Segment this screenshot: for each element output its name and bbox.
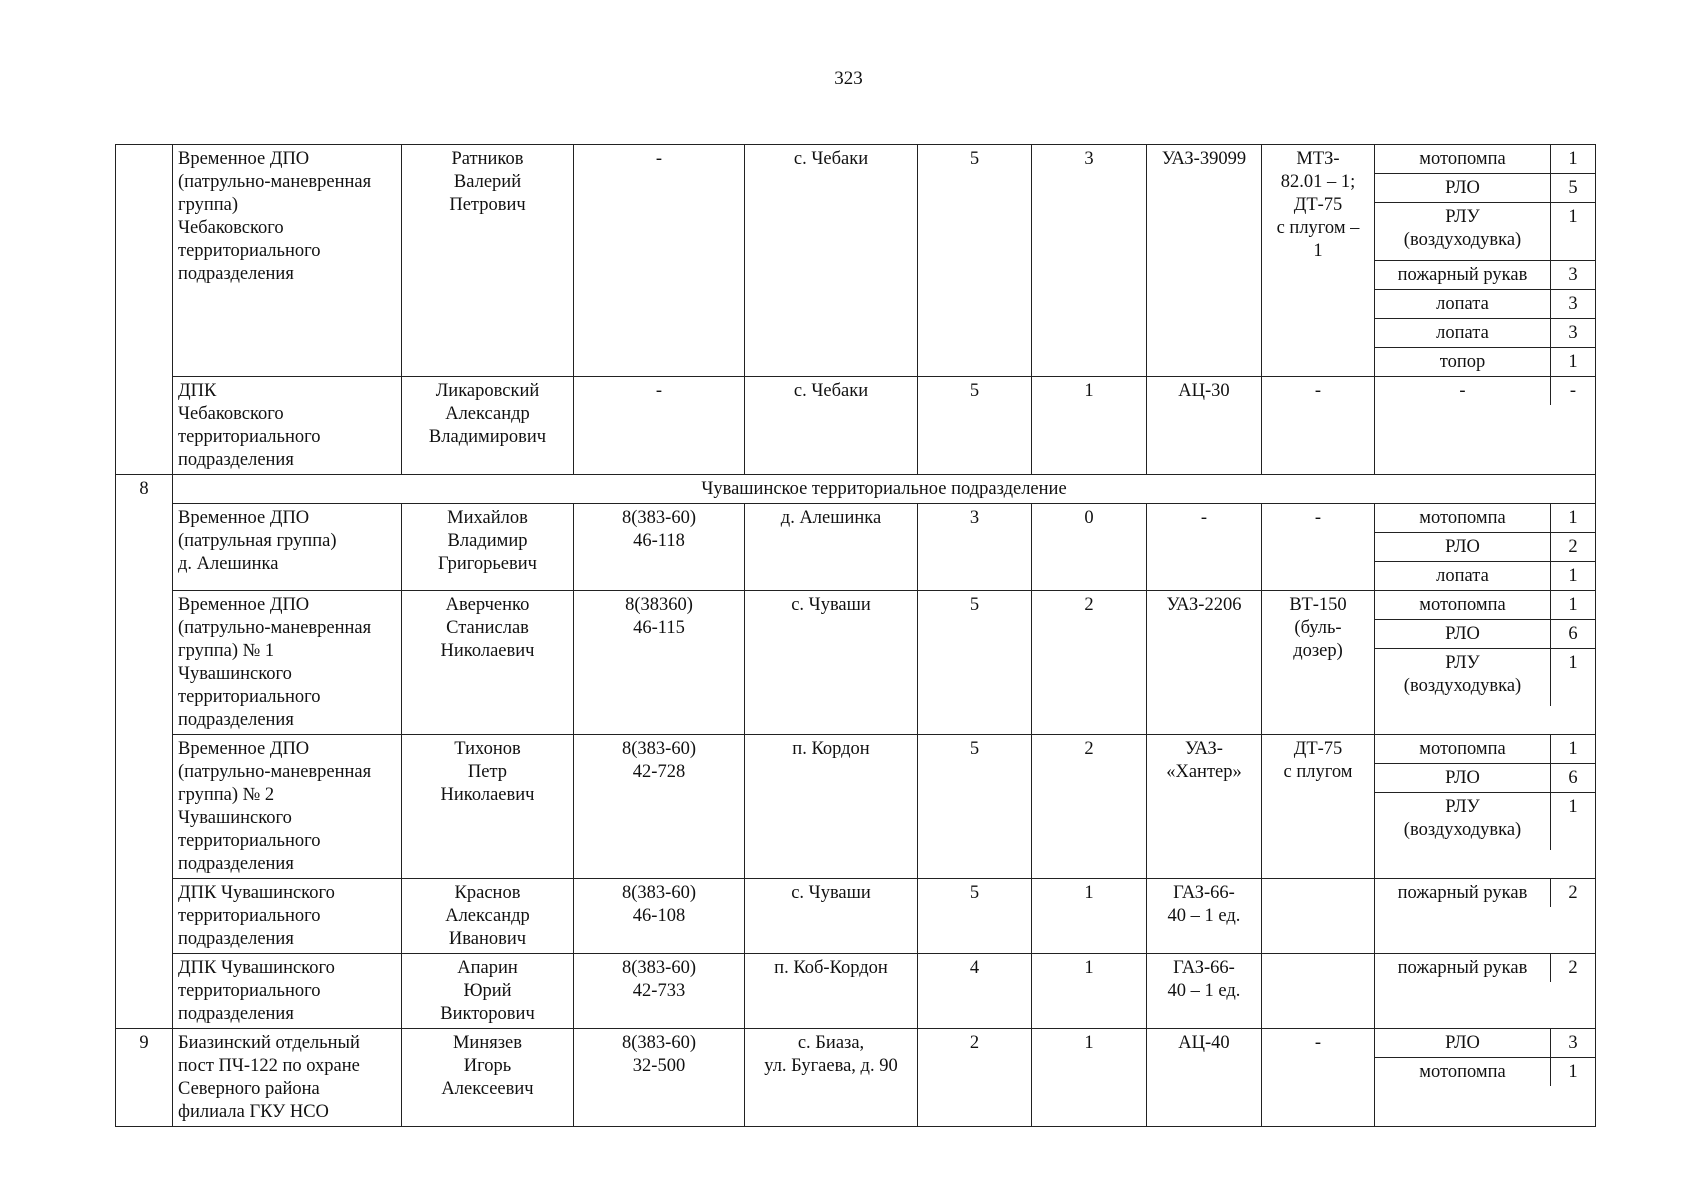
head-name xyxy=(402,591,574,735)
phone-line: 8(38360) xyxy=(625,595,693,615)
unit-line: Чувашинского xyxy=(178,664,292,684)
table-row xyxy=(116,879,1596,954)
head-name xyxy=(402,504,574,591)
head-line: Краснов xyxy=(454,883,521,903)
table-row xyxy=(116,377,1596,475)
machinery-line: дозер) xyxy=(1293,641,1343,661)
phone xyxy=(574,145,745,377)
vehicle-line: 40 – 1 ед. xyxy=(1167,906,1241,926)
unit-line: Биазинский отдельный xyxy=(178,1033,360,1053)
crew-count: 1 xyxy=(1032,954,1147,1029)
crew-count: 2 xyxy=(1032,591,1147,735)
phone-line: 46-115 xyxy=(633,618,685,638)
equipment-name: топор xyxy=(1439,352,1486,372)
equipment-qty: 1 xyxy=(1551,793,1596,851)
unit-line: подразделения xyxy=(178,929,294,949)
unit-name xyxy=(173,735,402,879)
equipment-item xyxy=(1375,174,1595,203)
unit-line: группа) xyxy=(178,195,239,215)
equipment-qty: 3 xyxy=(1551,261,1596,290)
fire-units-table xyxy=(115,144,1596,1127)
vehicle-line: УАЗ- xyxy=(1185,739,1223,759)
crew-count: 3 xyxy=(1032,145,1147,377)
unit-line: подразделения xyxy=(178,854,294,874)
equipment-list xyxy=(1375,1029,1595,1086)
equipment-name: мотопомпа xyxy=(1419,1062,1506,1082)
vehicles xyxy=(1147,591,1262,735)
equipment-item xyxy=(1375,793,1595,851)
equipment-name xyxy=(1375,649,1551,707)
unit-line: (патрульно-маневренная xyxy=(178,618,372,638)
equipment-item xyxy=(1375,348,1595,377)
vehicles xyxy=(1147,735,1262,879)
equipment-name: пожарный рукав xyxy=(1397,883,1528,903)
phone-line: - xyxy=(655,381,663,401)
head-line: Игорь xyxy=(463,1056,512,1076)
equipment-name-line: (воздуходувка) xyxy=(1403,820,1522,840)
location-line: п. Коб-Кордон xyxy=(774,958,888,978)
equipment-item xyxy=(1375,533,1595,562)
equipment-qty: - xyxy=(1551,377,1596,405)
crew-count: 1 xyxy=(1032,377,1147,475)
equipment-cell xyxy=(1375,145,1596,377)
location xyxy=(745,735,918,879)
staff-count: 4 xyxy=(918,954,1032,1029)
unit-line: (патрульная группа) xyxy=(178,531,337,551)
unit-line: ДПК Чувашинского xyxy=(178,958,335,978)
equipment-name: РЛО xyxy=(1375,1029,1551,1058)
equipment-qty: 6 xyxy=(1551,620,1596,649)
row-number: 9 xyxy=(116,1029,173,1127)
equipment-name: лопата xyxy=(1375,319,1551,348)
machinery-line: с плугом – xyxy=(1276,218,1360,238)
machinery xyxy=(1262,377,1375,475)
unit-line: подразделения xyxy=(178,710,294,730)
head-line: Владимирович xyxy=(428,427,547,447)
equipment-name: РЛО xyxy=(1375,764,1551,793)
phone-line: 46-108 xyxy=(632,906,686,926)
head-line: Юрий xyxy=(463,981,512,1001)
head-line: Тихонов xyxy=(454,739,521,759)
equipment-list xyxy=(1375,735,1595,850)
equipment-name: мотопомпа xyxy=(1375,504,1551,533)
head-line: Апарин xyxy=(457,958,518,978)
table-row xyxy=(116,1029,1596,1127)
unit-line: Чувашинского xyxy=(178,808,292,828)
staff-count: 5 xyxy=(918,377,1032,475)
head-name xyxy=(402,735,574,879)
equipment-list xyxy=(1375,504,1595,590)
equipment-cell xyxy=(1375,504,1596,591)
unit-line: подразделения xyxy=(178,450,294,470)
machinery-line: ВТ-150 xyxy=(1289,595,1347,615)
vehicle-line: УАЗ-2206 xyxy=(1166,595,1242,615)
equipment-qty: 3 xyxy=(1551,319,1596,348)
phone xyxy=(574,377,745,475)
page-number: 323 xyxy=(834,68,863,89)
location-line: ул. Бугаева, д. 90 xyxy=(764,1056,898,1076)
head-line: Григорьевич xyxy=(438,554,537,574)
head-line: Алексеевич xyxy=(441,1079,534,1099)
location xyxy=(745,145,918,377)
table-body xyxy=(116,145,1596,1127)
table-row xyxy=(116,591,1596,735)
location-line: с. Чебаки xyxy=(793,149,869,169)
equipment-qty: 1 xyxy=(1551,504,1596,533)
location-line: с. Чуваши xyxy=(791,883,871,903)
unit-line: ДПК Чувашинского xyxy=(178,883,335,903)
head-line: Валерий xyxy=(453,172,522,192)
unit-line: филиала ГКУ НСО xyxy=(178,1102,329,1122)
vehicle-line: АЦ-30 xyxy=(1178,381,1230,401)
head-line: Николаевич xyxy=(440,641,535,661)
unit-line: территориального xyxy=(178,241,321,261)
unit-line: (патрульно-маневренная xyxy=(178,762,372,782)
phone xyxy=(574,1029,745,1127)
table-row xyxy=(116,735,1596,879)
equipment-name: лопата xyxy=(1375,290,1551,319)
equipment-cell xyxy=(1375,879,1596,954)
vehicle-line: 40 – 1 ед. xyxy=(1167,981,1241,1001)
unit-line: Временное ДПО xyxy=(178,508,310,528)
unit-line: Северного района xyxy=(178,1079,320,1099)
head-name xyxy=(402,145,574,377)
vehicles xyxy=(1147,377,1262,475)
equipment-list xyxy=(1375,145,1595,376)
machinery-line: 82.01 – 1; xyxy=(1280,172,1356,192)
equipment-name: РЛО xyxy=(1375,533,1551,562)
equipment-list xyxy=(1375,879,1595,907)
equipment-item xyxy=(1375,620,1595,649)
equipment-item xyxy=(1375,377,1595,405)
head-name xyxy=(402,1029,574,1127)
equipment-qty: 5 xyxy=(1551,174,1596,203)
equipment-cell xyxy=(1375,1029,1596,1127)
head-line: Петрович xyxy=(449,195,526,215)
machinery-line: - xyxy=(1314,1033,1322,1053)
equipment-list xyxy=(1375,591,1595,706)
machinery-line: - xyxy=(1314,381,1322,401)
table-row xyxy=(116,954,1596,1029)
vehicle-line: УАЗ-39099 xyxy=(1161,149,1247,169)
vehicles xyxy=(1147,145,1262,377)
machinery-line: - xyxy=(1314,508,1322,528)
phone-line: 32-500 xyxy=(632,1056,686,1076)
phone-line: 8(383-60) xyxy=(622,1033,696,1053)
unit-line: д. Алешинка xyxy=(178,554,279,574)
location xyxy=(745,377,918,475)
head-line: Александр xyxy=(445,906,530,926)
machinery xyxy=(1262,879,1375,954)
phone xyxy=(574,591,745,735)
head-line: Александр xyxy=(445,404,530,424)
unit-line: территориального xyxy=(178,687,321,707)
unit-name xyxy=(173,377,402,475)
equipment-qty: 1 xyxy=(1551,735,1596,764)
head-line: Аверченко xyxy=(445,595,530,615)
equipment-qty: 1 xyxy=(1551,1058,1596,1087)
staff-count: 5 xyxy=(918,145,1032,377)
vehicles xyxy=(1147,504,1262,591)
unit-line: подразделения xyxy=(178,1004,294,1024)
head-line: Ратников xyxy=(451,149,524,169)
head-line: Петр xyxy=(467,762,508,782)
equipment-name: пожарный рукав xyxy=(1397,958,1528,978)
equipment-name-line: РЛУ xyxy=(1445,653,1480,673)
phone-line: 8(383-60) xyxy=(622,508,696,528)
phone xyxy=(574,504,745,591)
machinery xyxy=(1262,145,1375,377)
phone xyxy=(574,735,745,879)
machinery-line: (буль- xyxy=(1294,618,1342,638)
equipment-item xyxy=(1375,591,1595,620)
location xyxy=(745,504,918,591)
equipment-qty: 1 xyxy=(1551,562,1596,591)
equipment-name: мотопомпа xyxy=(1375,591,1551,620)
phone-line: 42-728 xyxy=(632,762,686,782)
equipment-qty: 1 xyxy=(1551,348,1596,377)
phone-line: - xyxy=(655,149,663,169)
phone-line: 46-118 xyxy=(633,531,685,551)
vehicle-line: ГАЗ-66- xyxy=(1173,883,1235,903)
equipment-item xyxy=(1375,203,1595,261)
equipment-qty: 2 xyxy=(1551,879,1596,907)
equipment-name: - xyxy=(1459,381,1466,401)
unit-line: Временное ДПО xyxy=(178,149,310,169)
machinery xyxy=(1262,1029,1375,1127)
machinery xyxy=(1262,735,1375,879)
equipment-name: мотопомпа xyxy=(1375,735,1551,764)
crew-count: 2 xyxy=(1032,735,1147,879)
staff-count: 3 xyxy=(918,504,1032,591)
head-line: Ликаровский xyxy=(435,381,540,401)
equipment-cell xyxy=(1375,735,1596,879)
row-number: 8 xyxy=(116,475,173,1029)
equipment-cell xyxy=(1375,591,1596,735)
equipment-item xyxy=(1375,954,1595,982)
unit-name xyxy=(173,954,402,1029)
head-line: Станислав xyxy=(446,618,529,638)
equipment-item xyxy=(1375,562,1595,591)
equipment-name-line: РЛУ xyxy=(1445,207,1480,227)
staff-count: 5 xyxy=(918,591,1032,735)
equipment-qty: 3 xyxy=(1551,1029,1596,1058)
vehicle-line: АЦ-40 xyxy=(1178,1033,1230,1053)
unit-name xyxy=(173,504,402,591)
crew-count: 0 xyxy=(1032,504,1147,591)
table-row xyxy=(116,504,1596,591)
equipment-name: пожарный рукав xyxy=(1375,261,1551,290)
equipment-item xyxy=(1375,879,1595,907)
unit-name xyxy=(173,145,402,377)
unit-line: территориального xyxy=(178,427,321,447)
unit-line: Чебаковского xyxy=(178,404,284,424)
vehicles xyxy=(1147,1029,1262,1127)
machinery xyxy=(1262,504,1375,591)
unit-line: территориального xyxy=(178,906,321,926)
unit-name xyxy=(173,591,402,735)
phone-line: 8(383-60) xyxy=(622,739,696,759)
equipment-qty: 1 xyxy=(1551,145,1596,174)
phone xyxy=(574,879,745,954)
staff-count: 5 xyxy=(918,879,1032,954)
vehicles xyxy=(1147,954,1262,1029)
equipment-name: лопата xyxy=(1436,566,1489,586)
crew-count: 1 xyxy=(1032,879,1147,954)
equipment-name xyxy=(1375,793,1551,851)
equipment-item xyxy=(1375,290,1595,319)
machinery-line: ДТ-75 xyxy=(1293,195,1343,215)
location-line: с. Биаза, xyxy=(797,1033,865,1053)
location-line: с. Чебаки xyxy=(793,381,869,401)
equipment-qty: 3 xyxy=(1551,290,1596,319)
equipment-item xyxy=(1375,504,1595,533)
vehicle-line: ГАЗ-66- xyxy=(1173,958,1235,978)
unit-line: Временное ДПО xyxy=(178,739,310,759)
unit-name xyxy=(173,1029,402,1127)
section-row xyxy=(116,475,1596,504)
crew-count: 1 xyxy=(1032,1029,1147,1127)
unit-line: Временное ДПО xyxy=(178,595,310,615)
unit-name xyxy=(173,879,402,954)
equipment-qty: 1 xyxy=(1551,591,1596,620)
location xyxy=(745,591,918,735)
equipment-qty: 2 xyxy=(1551,954,1596,982)
location-line: д. Алешинка xyxy=(780,508,882,528)
head-name xyxy=(402,879,574,954)
equipment-cell xyxy=(1375,954,1596,1029)
head-name xyxy=(402,377,574,475)
phone-line: 42-733 xyxy=(632,981,686,1001)
equipment-list xyxy=(1375,954,1595,982)
unit-line: (патрульно-маневренная xyxy=(178,172,372,192)
equipment-item xyxy=(1375,1029,1595,1058)
equipment-item xyxy=(1375,649,1595,707)
unit-line: группа) № 1 xyxy=(178,641,275,661)
machinery-line: МТЗ- xyxy=(1296,149,1340,169)
machinery xyxy=(1262,954,1375,1029)
unit-line: пост ПЧ-122 по охране xyxy=(178,1056,360,1076)
equipment-qty: 6 xyxy=(1551,764,1596,793)
head-name xyxy=(402,954,574,1029)
unit-line: территориального xyxy=(178,981,321,1001)
equipment-qty: 2 xyxy=(1551,533,1596,562)
unit-line: подразделения xyxy=(178,264,294,284)
machinery-line: 1 xyxy=(1313,241,1323,261)
phone xyxy=(574,954,745,1029)
location xyxy=(745,954,918,1029)
unit-line: группа) № 2 xyxy=(178,785,275,805)
location xyxy=(745,879,918,954)
section-title: Чувашинское территориальное подразделение xyxy=(173,475,1596,504)
equipment-name-line: РЛУ xyxy=(1445,797,1480,817)
head-line: Викторович xyxy=(440,1004,535,1024)
head-line: Минязев xyxy=(452,1033,522,1053)
vehicle-line: - xyxy=(1200,508,1208,528)
equipment-item xyxy=(1375,764,1595,793)
unit-line: Чебаковского xyxy=(178,218,284,238)
equipment-name xyxy=(1375,203,1551,261)
equipment-name: мотопомпа xyxy=(1375,145,1551,174)
head-line: Михайлов xyxy=(447,508,528,528)
equipment-name: РЛО xyxy=(1375,174,1551,203)
equipment-item xyxy=(1375,1058,1595,1087)
location-line: п. Кордон xyxy=(792,739,870,759)
head-line: Владимир xyxy=(447,531,528,551)
equipment-item xyxy=(1375,319,1595,348)
head-line: Николаевич xyxy=(440,785,535,805)
machinery-line: ДТ-75 xyxy=(1293,739,1343,759)
equipment-list xyxy=(1375,377,1595,405)
machinery-line: с плугом xyxy=(1283,762,1353,782)
vehicle-line: «Хантер» xyxy=(1166,762,1242,782)
equipment-name-line: (воздуходувка) xyxy=(1403,230,1522,250)
equipment-name-line: (воздуходувка) xyxy=(1403,676,1522,696)
phone-line: 8(383-60) xyxy=(622,958,696,978)
phone-line: 8(383-60) xyxy=(622,883,696,903)
vehicles xyxy=(1147,879,1262,954)
equipment-name: РЛО xyxy=(1375,620,1551,649)
equipment-item xyxy=(1375,261,1595,290)
row-number xyxy=(116,145,173,475)
equipment-cell xyxy=(1375,377,1596,475)
machinery xyxy=(1262,591,1375,735)
staff-count: 5 xyxy=(918,735,1032,879)
unit-line: ДПК xyxy=(178,381,217,401)
equipment-item xyxy=(1375,735,1595,764)
location-line: с. Чуваши xyxy=(791,595,871,615)
head-line: Иванович xyxy=(448,929,527,949)
equipment-qty: 1 xyxy=(1551,203,1596,261)
equipment-qty: 1 xyxy=(1551,649,1596,707)
equipment-item xyxy=(1375,145,1595,174)
staff-count: 2 xyxy=(918,1029,1032,1127)
unit-line: территориального xyxy=(178,831,321,851)
table-row xyxy=(116,145,1596,377)
location xyxy=(745,1029,918,1127)
